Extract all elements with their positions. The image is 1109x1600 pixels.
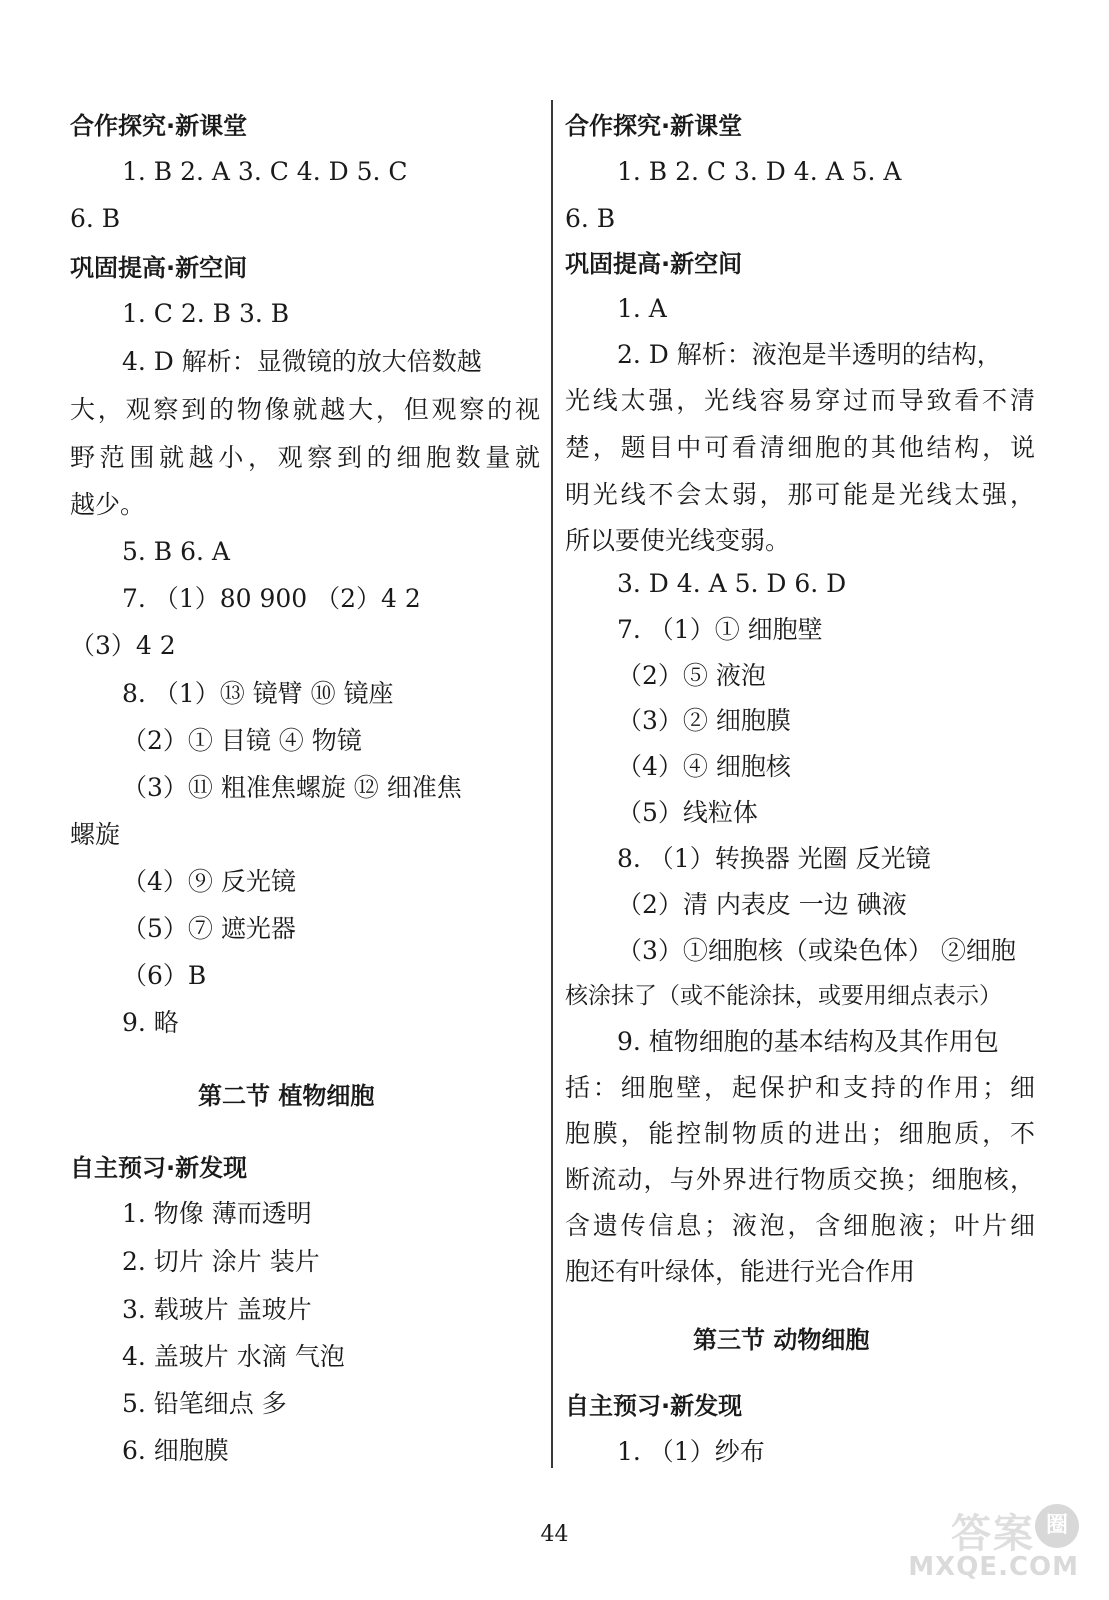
watermark-badge-icon: 圈: [1035, 1504, 1079, 1548]
answer-line: （2）清 内表皮 一边 碘液: [617, 890, 907, 919]
answer-line: 1. B 2. A 3. C 4. D 5. C: [122, 157, 408, 186]
answer-line: 9. 略: [122, 1008, 179, 1037]
answer-line: 2. D 解析：液泡是半透明的结构，: [617, 340, 1002, 369]
answer-line: 断流动，与外界进行物质交换；细胞核，: [565, 1165, 1035, 1194]
section-heading: 自主预习·新发现: [565, 1392, 743, 1420]
answer-line: 5. 铅笔细点 多: [122, 1389, 287, 1418]
answer-line: 含遗传信息；液泡，含细胞液；叶片细: [565, 1211, 1035, 1240]
answer-line: 胞还有叶绿体，能进行光合作用: [565, 1257, 916, 1286]
answer-line: 6. 细胞膜: [122, 1436, 229, 1465]
answer-line: 1. B 2. C 3. D 4. A 5. A: [617, 157, 902, 186]
answer-line: 8. （1）转换器 光圈 反光镜: [617, 844, 931, 873]
answer-line: （5）线粒体: [617, 798, 758, 827]
answer-line: 6. B: [565, 204, 616, 233]
section-heading: 合作探究·新课堂: [565, 112, 743, 140]
answer-line: 3. D 4. A 5. D 6. D: [617, 569, 847, 598]
watermark-logo: [898, 1500, 1083, 1595]
answer-line: （2）⑤ 液泡: [617, 661, 766, 690]
answer-line: 4. 盖玻片 水滴 气泡: [122, 1342, 345, 1371]
answer-line: 6. B: [70, 204, 121, 233]
answer-line: 8. （1）⑬ 镜臂 ⑩ 镜座: [122, 679, 394, 708]
section-heading: 巩固提高·新空间: [565, 250, 743, 278]
answer-line: 大，观察到的物像就越大，但观察的视: [70, 395, 540, 424]
answer-line: 7. （1）① 细胞壁: [617, 615, 823, 644]
answer-line: 楚，题目中可看清细胞的其他结构，说: [565, 433, 1035, 462]
section-heading: 自主预习·新发现: [70, 1154, 248, 1182]
answer-line: 螺旋: [70, 820, 121, 849]
answer-line: （2）① 目镜 ④ 物镜: [122, 726, 362, 755]
section-heading: 巩固提高·新空间: [70, 254, 248, 282]
answer-line: 2. 切片 涂片 装片: [122, 1247, 320, 1276]
answer-line: 野范围就越小，观察到的细胞数量就: [70, 443, 540, 472]
chapter-section-title: 第三节 动物细胞: [693, 1326, 870, 1354]
column-divider: [551, 100, 553, 1468]
answer-line: 胞膜，能控制物质的进出；细胞质，不: [565, 1119, 1035, 1148]
watermark-text: 答案: [951, 1511, 1035, 1557]
answer-line: 5. B 6. A: [122, 537, 230, 566]
answer-line: 1. 物像 薄而透明: [122, 1199, 312, 1228]
answer-line: 越少。: [70, 490, 146, 519]
answer-line: 1. C 2. B 3. B: [122, 299, 290, 328]
chapter-section-title: 第二节 植物细胞: [198, 1082, 375, 1110]
section-heading: 合作探究·新课堂: [70, 112, 248, 140]
answer-line: 明光线不会太弱，那可能是光线太强，: [565, 480, 1035, 509]
answer-line: （3）⑪ 粗准焦螺旋 ⑫ 细准焦: [122, 773, 462, 802]
answer-line: 核涂抹了（或不能涂抹，或要用细点表示）: [565, 983, 1002, 1009]
answer-line: 9. 植物细胞的基本结构及其作用包: [617, 1027, 999, 1056]
answer-line: 3. 载玻片 盖玻片: [122, 1295, 312, 1324]
answer-line: （3）4 2: [70, 631, 176, 660]
answer-line: 1. A: [617, 294, 667, 323]
answer-line: 光线太强，光线容易穿过而导致看不清: [565, 386, 1035, 415]
answer-line: （5）⑦ 遮光器: [122, 914, 296, 943]
page-number: 44: [540, 1522, 569, 1547]
answer-line: 括：细胞壁，起保护和支持的作用；细: [565, 1073, 1035, 1102]
answer-line: （3）①细胞核（或染色体） ②细胞: [617, 936, 1016, 965]
watermark-url: MXQE.COM: [908, 1552, 1079, 1582]
answer-line: （4）⑨ 反光镜: [122, 867, 296, 896]
answer-line: （6）B: [122, 961, 207, 990]
answer-line: 4. D 解析：显微镜的放大倍数越: [122, 347, 482, 376]
answer-line: 所以要使光线变弱。: [565, 526, 791, 555]
answer-line: （3）② 细胞膜: [617, 706, 791, 735]
answer-line: 1. （1）纱布: [617, 1437, 765, 1466]
answer-line: （4）④ 细胞核: [617, 752, 791, 781]
answer-line: 7. （1）80 900 （2）4 2: [122, 584, 421, 613]
